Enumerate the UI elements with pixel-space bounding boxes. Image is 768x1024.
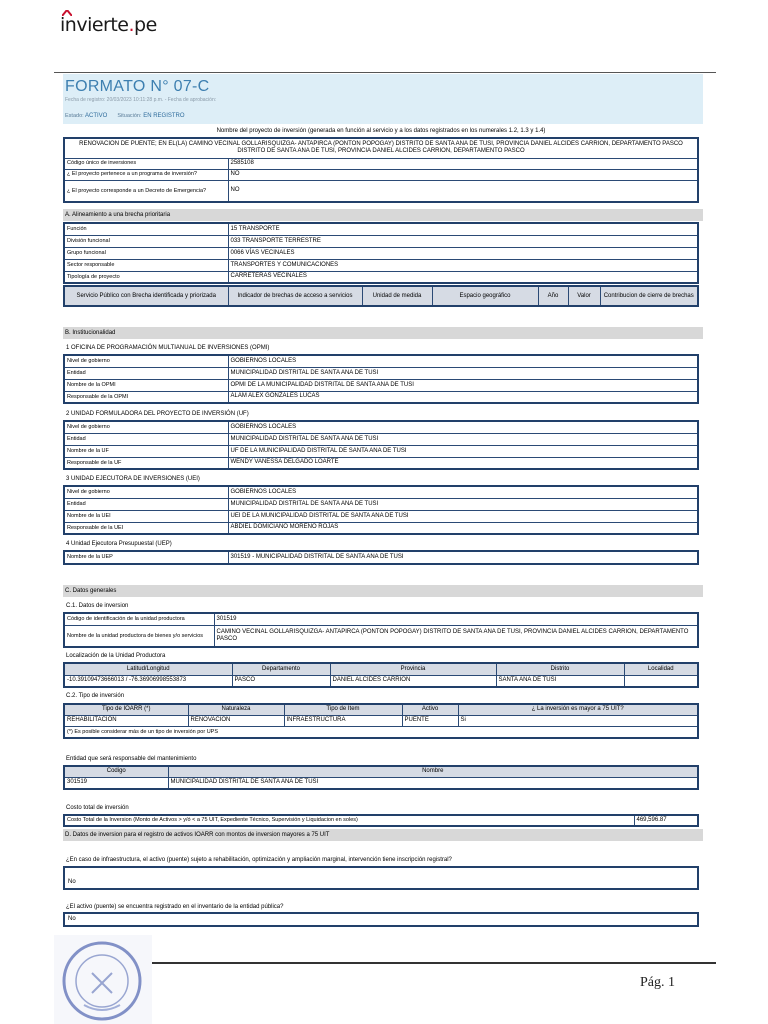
section-d-title: D. Datos de inversion para el registro de activos IOARR con montos de inversion mayores a 75 UIT xyxy=(63,829,703,841)
a-row-value: CARRETERAS VECINALES xyxy=(228,271,698,283)
project-row-label: Código único de inversiones xyxy=(64,158,228,169)
mant-table xyxy=(63,765,699,790)
loc-value xyxy=(624,675,698,687)
uf-row-value: MUNICIPALIDAD DISTRITAL DE SANTA ANA DE TUSI xyxy=(228,433,698,445)
d-question-2: ¿El activo (puente) se encuentra registrado en el inventario de la entidad pública? xyxy=(66,904,284,910)
c2-value: REHABILITACION xyxy=(64,715,188,726)
opmi-row-label: Entidad xyxy=(64,367,228,379)
c2-table xyxy=(63,703,699,739)
top-divider xyxy=(54,72,716,73)
brecha-header: Año xyxy=(538,286,568,306)
uep-value: 301519 - MUNICIPALIDAD DISTRITAL DE SANTA ANA DE TUSI xyxy=(228,551,698,564)
c1-table xyxy=(63,612,699,648)
uf-row-label: Nivel de gobierno xyxy=(64,421,228,433)
uei-row-label: Responsable de la UEI xyxy=(64,522,228,534)
costo-table xyxy=(63,814,699,827)
situacion-label: Situación: xyxy=(117,113,142,119)
uei-row-value: MUNICIPALIDAD DISTRITAL DE SANTA ANA DE TUSI xyxy=(228,498,698,510)
page-number: Pág. 1 xyxy=(640,975,675,990)
c1-row-value: 301519 xyxy=(214,613,698,625)
c1-row-label: Código de identificación de la unidad productora xyxy=(64,613,214,625)
opmi-row-value: OPMI DE LA MUNICIPALIDAD DISTRITAL DE SANTA ANA DE TUSI xyxy=(228,379,698,391)
brecha-header: Valor xyxy=(568,286,600,306)
a-row-label: División funcional xyxy=(64,235,228,247)
format-title: FORMATO N° 07-C xyxy=(65,78,210,95)
c1-row-value: CAMINO VECINAL GOLLARISQUIZGA- ANTAPIRCA (PONTON POPOGAY) DISTRITO DE SANTA ANA DE TUSI, PROVINCIA DANIEL ALCIDES CARRION, DEPARTAMENTO PASCO xyxy=(214,625,698,647)
project-caption: Nombre del proyecto de inversión (generada en función al servicio y a los datos registrados en los numerales 1.2, 1.3 y 1.4) xyxy=(216,128,546,134)
uf-row-label: Nombre de la UF xyxy=(64,445,228,457)
loc-value: -10.39109473666013 / -76.36906998553873 xyxy=(64,675,232,687)
c2-title: C.2. Tipo de inversión xyxy=(66,693,125,699)
estado-label: Estado: xyxy=(65,113,84,119)
uf-table xyxy=(63,420,699,470)
c2-header: Tipo de IOARR (*) xyxy=(64,704,188,715)
uep-table xyxy=(63,550,699,565)
section-a-table xyxy=(63,222,699,284)
brecha-header: Espacio geográfico xyxy=(432,286,538,306)
brecha-header: Contribucion de cierre de brechas xyxy=(600,286,698,306)
project-table xyxy=(63,137,699,203)
opmi-row-value: GOBIERNOS LOCALES xyxy=(228,355,698,367)
mant-value: MUNICIPALIDAD DISTRITAL DE SANTA ANA DE TUSI xyxy=(168,777,698,789)
opmi-row-label: Responsable de la OPMI xyxy=(64,391,228,403)
situacion-value: EN REGISTRO xyxy=(143,113,185,119)
loc-title: Localización de la Unidad Productora xyxy=(66,653,166,659)
opmi-row-value: MUNICIPALIDAD DISTRITAL DE SANTA ANA DE TUSI xyxy=(228,367,698,379)
uei-table xyxy=(63,485,699,535)
opmi-row-label: Nivel de gobierno xyxy=(64,355,228,367)
bottom-divider xyxy=(152,962,716,964)
uep-label: Nombre de la UEP xyxy=(64,551,228,564)
mant-value: 301519 xyxy=(64,777,168,789)
project-row-value: NO xyxy=(228,180,698,202)
uf-title: 2 UNIDAD FORMULADORA DEL PROYECTO DE INVERSIÓN (UF) xyxy=(66,411,249,417)
c2-header: Activo xyxy=(402,704,458,715)
a-row-value: 15 TRANSPORTE xyxy=(228,223,698,235)
brecha-header: Servicio Público con Brecha identificada y priorizada xyxy=(64,286,228,306)
mant-title: Entidad que será responsable del mantenimiento xyxy=(66,756,197,762)
c2-note: (*) Es posible considerar más de un tipo de inversión por UPS xyxy=(64,726,698,738)
logo-text-i: i xyxy=(87,14,92,36)
logo-text-pe: pe xyxy=(134,14,157,36)
project-name: RENOVACION DE PUENTE; EN EL(LA) CAMINO VECINAL GOLLARISQUIZGA- ANTAPIRCA (PONTON POPOGAY) DISTRITO DE SANTA ANA DE TUSI, PROVINCIA DANIEL ALCIDES CARRION, DEPARTAMENTO PASCO DISTRITO DE SANTA ANA DE TUSI, PROVINCIA DANIEL ALCIDES CARRION, DEPARTAMENTO PASCO xyxy=(64,138,698,158)
loc-table xyxy=(63,662,699,688)
a-row-value: 0066 VÍAS VECINALES xyxy=(228,247,698,259)
c2-value: Si xyxy=(458,715,698,726)
mant-header: Codigo xyxy=(64,766,168,777)
uei-row-value: UEI DE LA MUNICIPALIDAD DISTRITAL DE SANTA ANA DE TUSI xyxy=(228,510,698,522)
a-row-label: Grupo funcional xyxy=(64,247,228,259)
opmi-title: 1 OFICINA DE PROGRAMACIÓN MULTIANUAL DE INVERSIONES (OPMI) xyxy=(66,345,270,351)
stamp-seal-icon xyxy=(54,935,152,1024)
opmi-row-value: ALAM ALEX GONZALES LUCAS xyxy=(228,391,698,403)
uei-row-value: ABDIEL DOMICIANO MORENO ROJAS xyxy=(228,522,698,534)
uep-title: 4 Unidad Ejecutora Presupuestal (UEP) xyxy=(66,541,172,547)
brecha-table xyxy=(63,285,699,307)
c2-value: RENOVACION xyxy=(188,715,284,726)
d-question-1: ¿En caso de infraestructura, el activo (puente) sujeto a rehabilitación, optimización y ampliación marginal, intervención tiene inscripción registral? xyxy=(66,857,452,863)
d-answer-2: No xyxy=(63,912,699,927)
invierte-logo xyxy=(60,14,157,36)
project-row-label: ¿ El proyecto pertenece a un programa de inversión? xyxy=(64,169,228,180)
opmi-table xyxy=(63,354,699,404)
uf-row-label: Responsable de la UF xyxy=(64,457,228,469)
c2-value: INFRAESTRUCTURA xyxy=(284,715,402,726)
brecha-header: Indicador de brechas de acceso a servicios xyxy=(228,286,362,306)
uf-row-value: UF DE LA MUNICIPALIDAD DISTRITAL DE SANTA ANA DE TUSI xyxy=(228,445,698,457)
project-row-value: 2585108 xyxy=(228,158,698,169)
costo-value: 469,596.87 xyxy=(634,815,698,826)
c2-header: Tipo de Item xyxy=(284,704,402,715)
section-a-title: A. Alineamiento a una brecha prioritaria xyxy=(63,209,703,221)
uei-row-value: GOBIERNOS LOCALES xyxy=(228,486,698,498)
official-stamp-image xyxy=(54,935,152,1024)
mant-header: Nombre xyxy=(168,766,698,777)
costo-label: Costo Total de la Inversion (Monto de Activos > y/ó < a 75 UIT, Expediente Técnico, Supervisión y Liquidacion en soles) xyxy=(64,815,634,826)
opmi-row-label: Nombre de la OPMI xyxy=(64,379,228,391)
project-row-value: NO xyxy=(228,169,698,180)
loc-header: Latitud/Longitud xyxy=(64,663,232,675)
a-row-label: Tipología de proyecto xyxy=(64,271,228,283)
uei-row-label: Nombre de la UEI xyxy=(64,510,228,522)
uei-row-label: Nivel de gobierno xyxy=(64,486,228,498)
loc-header: Provincia xyxy=(330,663,496,675)
loc-value: SANTA ANA DE TUSI xyxy=(496,675,624,687)
uei-row-label: Entidad xyxy=(64,498,228,510)
c1-title: C.1. Datos de inversion xyxy=(66,603,129,609)
loc-value: PASCO xyxy=(232,675,330,687)
format-status xyxy=(65,113,185,119)
section-b-title: B. Institucionalidad xyxy=(63,327,703,339)
uf-row-label: Entidad xyxy=(64,433,228,445)
format-dates: Fecha de registro: 20/03/2023 10:11:28 p.m. - Fecha de aprobación: xyxy=(65,97,217,103)
d-answer-1: No xyxy=(63,866,699,890)
a-row-value: 033 TRANSPORTE TERRESTRE xyxy=(228,235,698,247)
uf-row-value: WENDY VANESSA DELGADO LOARTE xyxy=(228,457,698,469)
uf-row-value: GOBIERNOS LOCALES xyxy=(228,421,698,433)
c2-value: PUENTE xyxy=(402,715,458,726)
a-row-label: Función xyxy=(64,223,228,235)
loc-header: Distrito xyxy=(496,663,624,675)
logo-text-2: erte xyxy=(91,14,129,36)
loc-header: Localidad xyxy=(624,663,698,675)
c2-header: ¿ La inversión es mayor a 75 UIT? xyxy=(458,704,698,715)
c1-row-label: Nombre de la unidad productora de bienes y/o servicios xyxy=(64,625,214,647)
uei-title: 3 UNIDAD EJECUTORA DE INVERSIONES (UEI) xyxy=(66,476,200,482)
loc-header: Departamento xyxy=(232,663,330,675)
logo-text: inv xyxy=(60,14,88,36)
estado-value: ACTIVO xyxy=(85,113,108,119)
logo-dot: . xyxy=(128,14,135,36)
c2-header: Naturaleza xyxy=(188,704,284,715)
costo-title: Costo total de inversión xyxy=(66,805,129,811)
brecha-header: Unidad de medida xyxy=(362,286,432,306)
project-row-label: ¿ El proyecto corresponde a un Decreto de Emergencia? xyxy=(64,180,228,202)
section-c-title: C. Datos generales xyxy=(63,585,703,597)
a-row-value: TRANSPORTES Y COMUNICACIONES xyxy=(228,259,698,271)
a-row-label: Sector responsable xyxy=(64,259,228,271)
logo-caret-icon xyxy=(62,10,72,16)
format-header xyxy=(63,74,703,124)
loc-value: DANIEL ALCIDES CARRION xyxy=(330,675,496,687)
